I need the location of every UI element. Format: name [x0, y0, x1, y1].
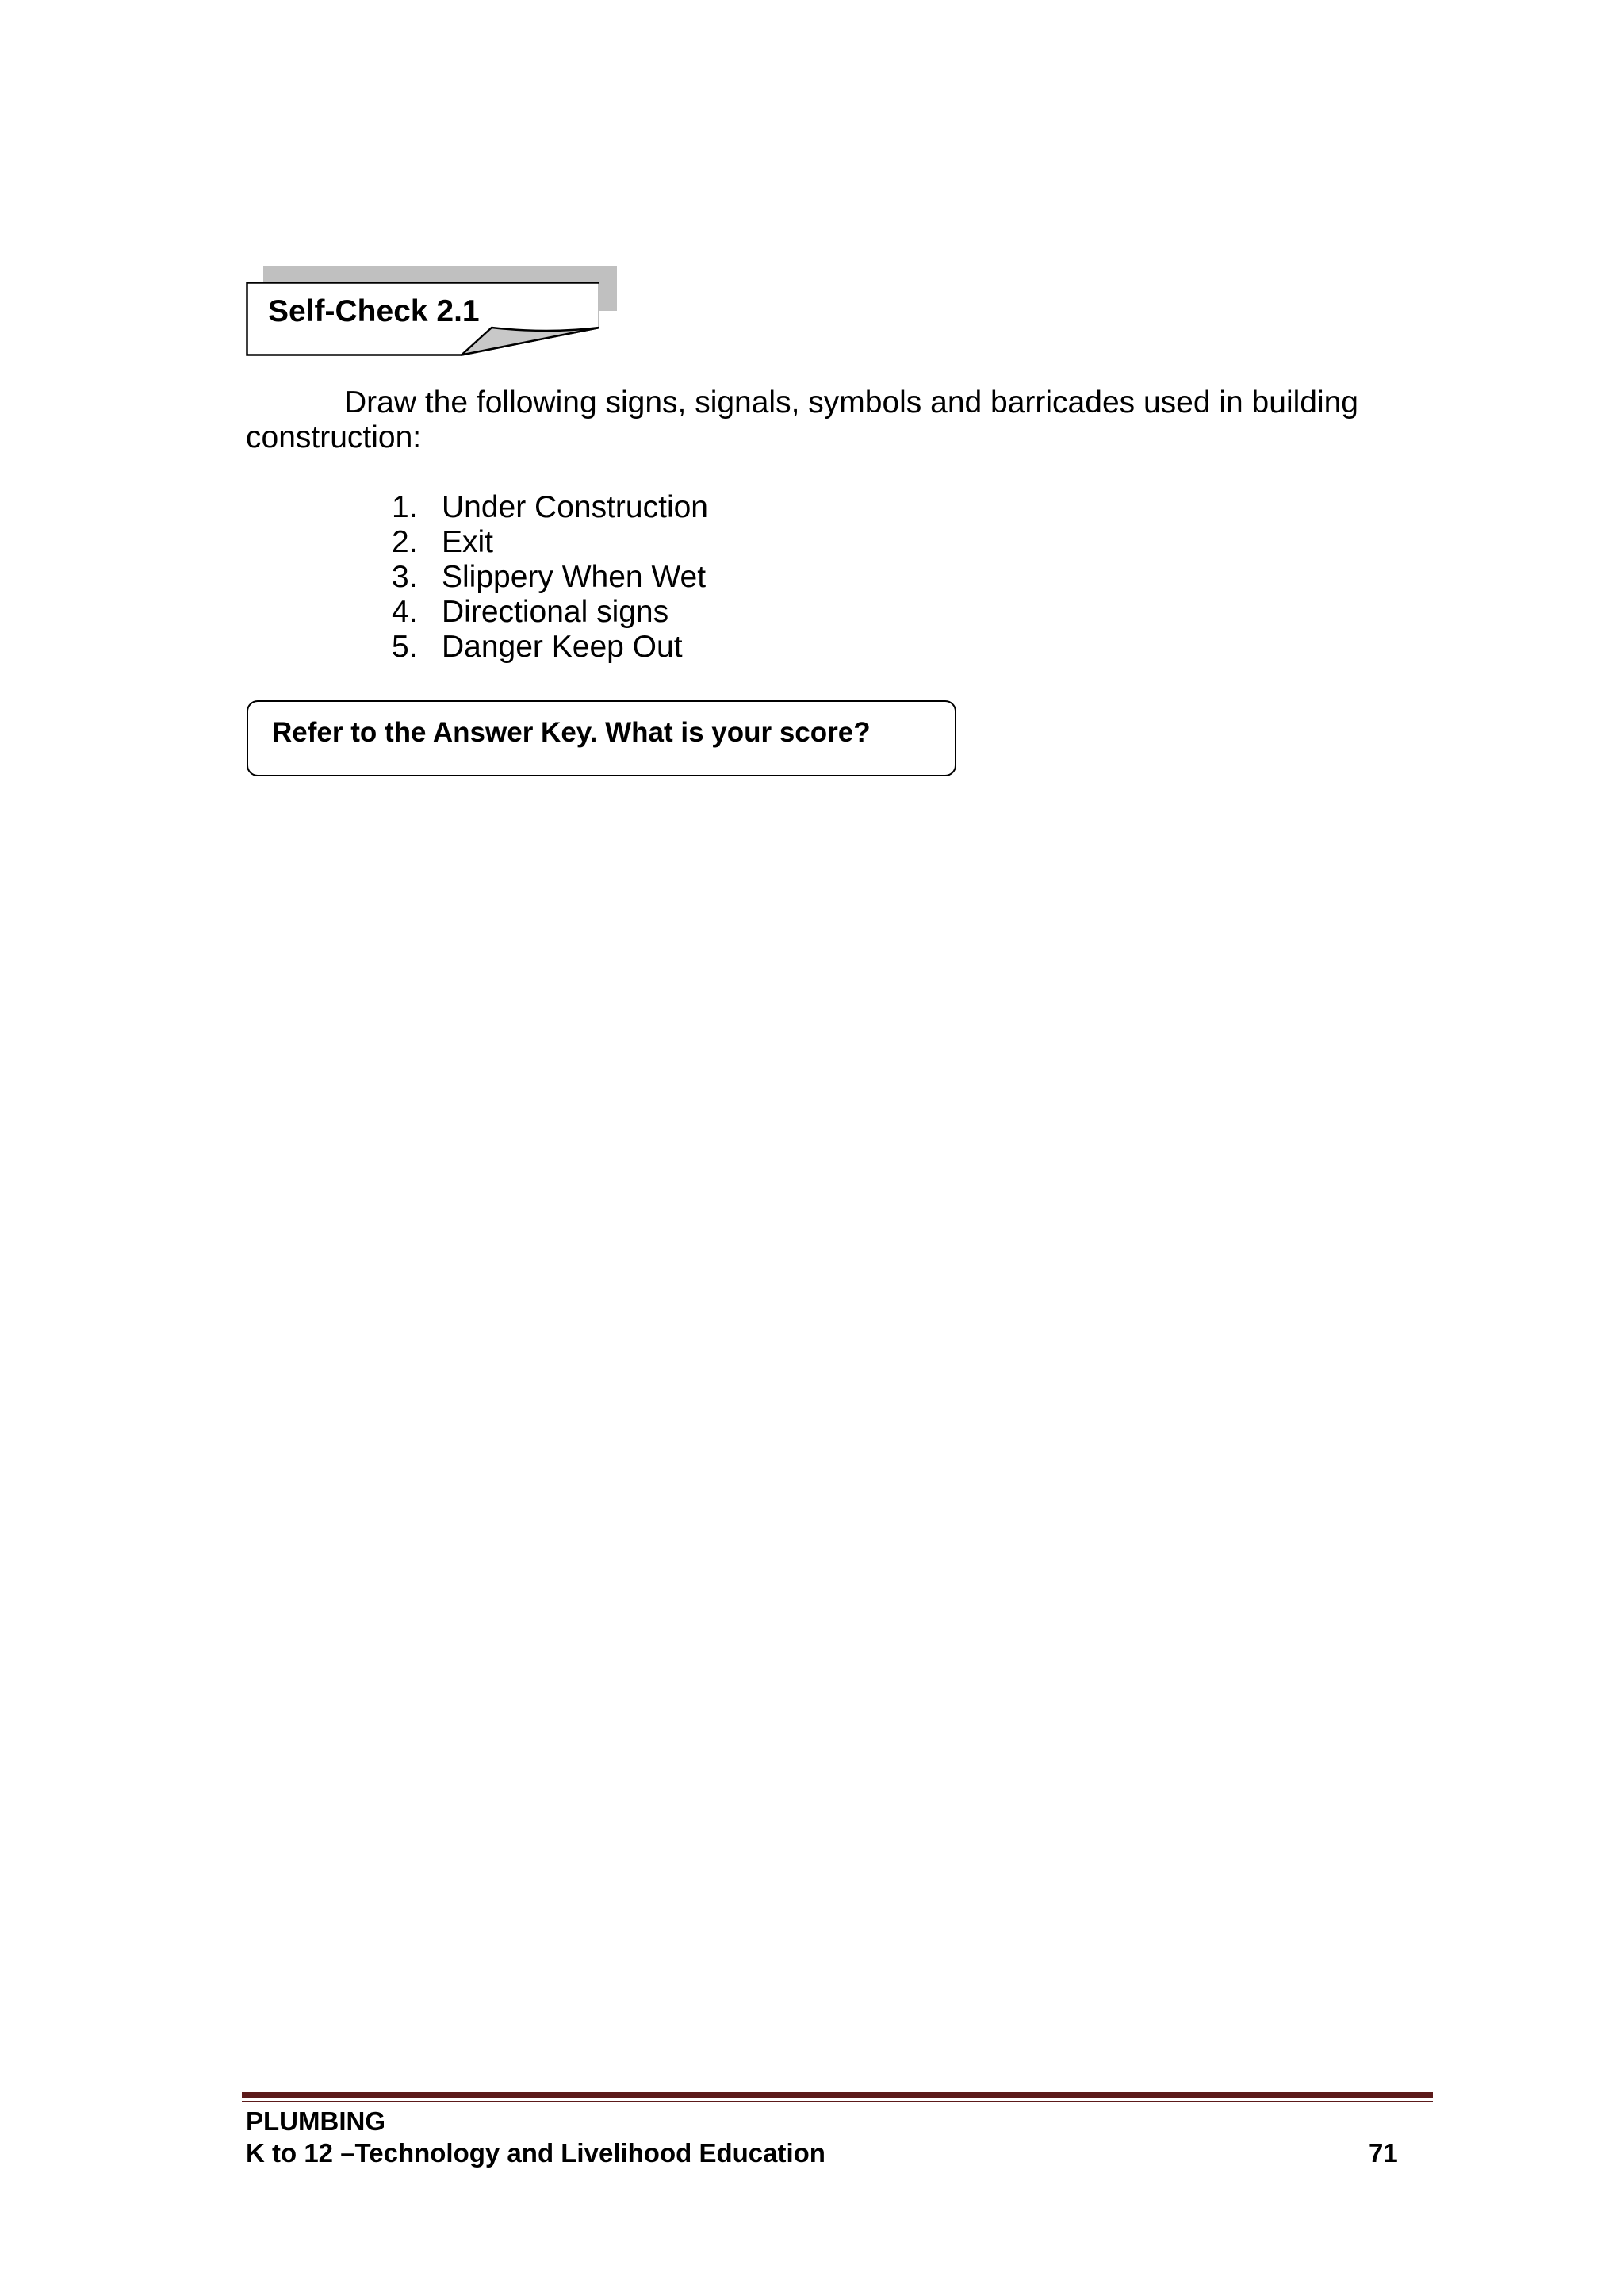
footer-rule	[242, 2092, 1433, 2098]
list-item-number: 1.	[392, 490, 418, 524]
list-item-label: Exit	[442, 525, 494, 559]
self-check-title-box	[246, 282, 599, 356]
footer-rule-thin	[242, 2101, 1433, 2102]
self-check-title: Self-Check 2.1	[268, 294, 480, 328]
list-item	[392, 525, 708, 560]
list-item-label: Danger Keep Out	[442, 630, 683, 664]
list-item	[392, 560, 708, 595]
list-item-number: 3.	[392, 560, 418, 594]
list-item	[392, 630, 708, 665]
list-item-number: 4.	[392, 595, 418, 629]
list-item-label: Under Construction	[442, 490, 708, 524]
list-item	[392, 595, 708, 630]
list-item-label: Slippery When Wet	[442, 560, 707, 594]
instruction-text: Draw the following signs, signals, symbols and barricades used in building construction:	[246, 385, 1359, 454]
list-item-number: 2.	[392, 525, 418, 559]
sign-list	[392, 490, 708, 665]
footer-course: K to 12 –Technology and Livelihood Education	[246, 2138, 825, 2168]
page-number: 71	[1369, 2138, 1398, 2168]
footer-subject: PLUMBING	[246, 2106, 385, 2136]
answer-key-prompt: Refer to the Answer Key. What is your score?	[272, 717, 871, 748]
list-item	[392, 490, 708, 525]
answer-key-box	[247, 700, 956, 776]
list-item-number: 5.	[392, 630, 418, 664]
list-item-label: Directional signs	[442, 595, 669, 629]
